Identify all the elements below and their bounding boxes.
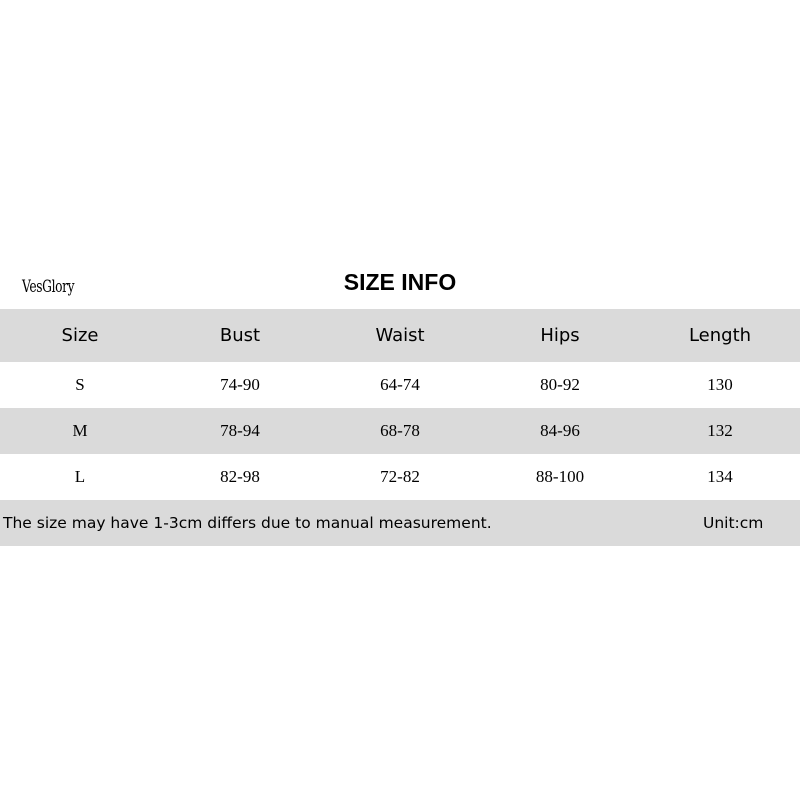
waist-cell: 68-78	[380, 421, 420, 440]
column-header-bust: Bust	[219, 325, 261, 346]
column-header-waist: Waist	[375, 325, 425, 346]
hips-cell: 80-92	[540, 375, 580, 394]
column-header-size: Size	[61, 325, 99, 346]
waist-cell: 72-82	[380, 467, 420, 486]
table-row	[0, 454, 800, 500]
bust-cell: 74-90	[220, 375, 260, 394]
size-table	[0, 309, 800, 546]
table-row	[0, 408, 800, 454]
size-cell: S	[75, 375, 85, 394]
measurement-note: The size may have 1-3cm differs due to manual measurement.	[3, 514, 492, 532]
hips-cell: 84-96	[540, 421, 580, 440]
bust-cell: 78-94	[220, 421, 260, 440]
column-header-hips: Hips	[540, 325, 580, 346]
unit-label: Unit:cm	[703, 514, 764, 532]
length-cell: 130	[707, 375, 733, 394]
table-header-row	[0, 309, 800, 362]
waist-cell: 64-74	[380, 375, 420, 394]
bust-cell: 82-98	[220, 467, 260, 486]
hips-cell: 88-100	[535, 467, 585, 486]
size-cell: L	[74, 467, 86, 486]
size-cell: M	[72, 421, 88, 440]
column-header-length: Length	[688, 325, 752, 346]
length-cell: 134	[707, 467, 733, 486]
brand-logo: VesGlory	[22, 277, 75, 297]
table-row	[0, 362, 800, 408]
table-footer-row	[0, 500, 800, 546]
length-cell: 132	[707, 421, 733, 440]
page-title: SIZE INFO	[343, 269, 457, 295]
